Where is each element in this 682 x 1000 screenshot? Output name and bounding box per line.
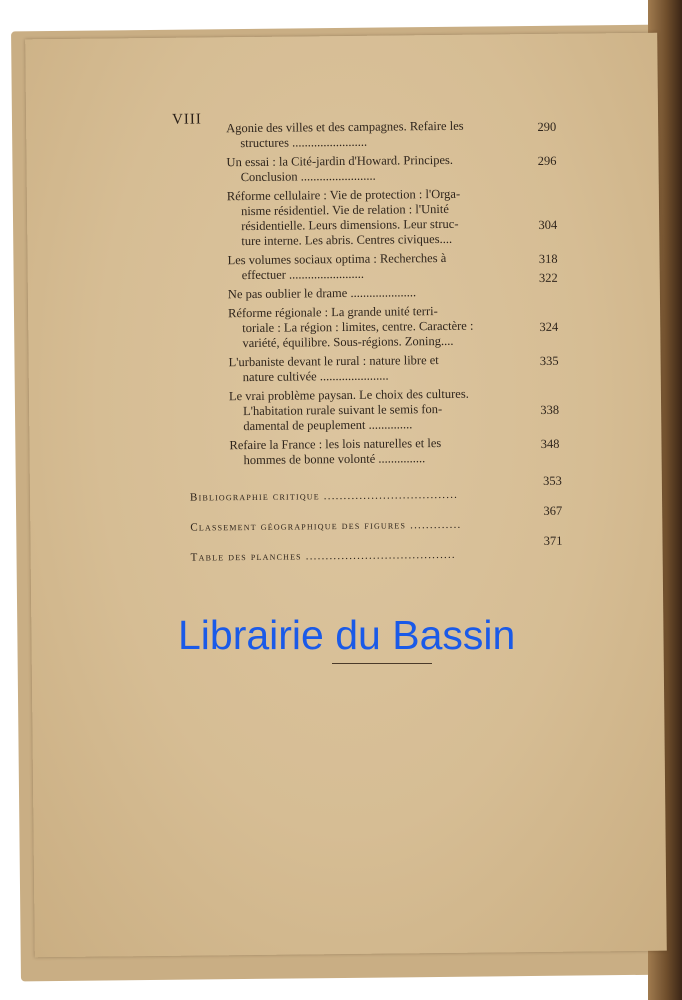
toc-entry-line: Réforme régionale : La grande unité terri-: [228, 304, 438, 321]
section-label: Table des planches ......................................: [190, 548, 456, 564]
toc-entry-line: Réforme cellulaire : Vie de protection : l'Orga-: [226, 186, 461, 204]
toc-entry: [227, 250, 557, 283]
toc-entry-page: 296: [537, 153, 557, 168]
toc-entry-line: effectuer ........................: [241, 266, 365, 283]
toc-entry-page: 335: [539, 353, 559, 368]
toc-section-bibliographie: [189, 473, 562, 504]
toc-entry-line: L'habitation rurale suivant le semis fon-: [243, 401, 443, 419]
toc-entry-line: Les volumes sociaux optima : Recherches à: [227, 250, 447, 268]
closing-rule: [332, 663, 432, 664]
toc-entry-line: Le vrai problème paysan. Le choix des cultures.: [228, 386, 469, 404]
toc-entry: [226, 152, 556, 185]
toc-entry-page: 290: [537, 119, 557, 134]
toc-entry: [229, 352, 559, 385]
toc-entry-page: 324: [539, 319, 559, 334]
toc-entry-line: damental de peuplement ..............: [243, 417, 413, 434]
toc-entry-line: Refaire la France : les lois naturelles et les: [229, 436, 442, 453]
toc-entry: [227, 186, 558, 249]
book-page: [25, 33, 667, 958]
toc-entry-line: L'urbaniste devant le rural : nature libre et: [228, 353, 439, 370]
watermark-text: Librairie du Bassin: [178, 612, 516, 658]
toc-entry-line: toriale : La région : limites, centre. Caractère :: [242, 318, 474, 336]
toc-entry-page: 318: [538, 251, 558, 266]
toc-section-planches: [190, 533, 563, 564]
table-of-contents: [226, 118, 560, 472]
section-page: 371: [543, 533, 563, 548]
toc-entry-page: 348: [540, 436, 560, 451]
toc-entry: [229, 435, 559, 468]
section-label: Bibliographie critique ..................................: [189, 488, 459, 504]
toc-entry-line: Conclusion ........................: [240, 168, 376, 185]
toc-entry: [226, 118, 556, 151]
toc-entry-line: nature cultivée ......................: [242, 368, 389, 385]
toc-entry-line: variété, équilibre. Sous-régions. Zoning....: [242, 333, 454, 351]
page-folio: VIII: [171, 111, 202, 128]
toc-entry-line: structures ........................: [240, 134, 368, 151]
toc-entry-line: nisme résidentiel. Vie de relation : l'Unité: [240, 201, 449, 219]
toc-entry-line: résidentielle. Leurs dimensions. Leur struc-: [241, 216, 459, 234]
toc-entry-line: Un essai : la Cité-jardin d'Howard. Principes.: [226, 152, 454, 170]
toc-entry-line: Agonie des villes et des campagnes. Refaire les: [226, 118, 464, 136]
section-page: 367: [543, 503, 563, 518]
toc-entry-page: 322: [538, 270, 558, 285]
toc-section-classement: [190, 503, 563, 534]
toc-entry-page: 304: [538, 217, 558, 232]
toc-entry: [229, 386, 559, 434]
section-page: 353: [543, 473, 562, 488]
toc-entry-line: Ne pas oublier le drame .....................: [227, 285, 417, 302]
toc-entry-line: hommes de bonne volonté ...............: [243, 451, 426, 468]
toc-entry: [228, 303, 558, 351]
section-label: Classement géographique des figures .............: [190, 518, 462, 534]
toc-entry-page: 338: [540, 402, 560, 417]
toc-entry-line: ture interne. Les abris. Centres civiques....: [241, 231, 453, 249]
